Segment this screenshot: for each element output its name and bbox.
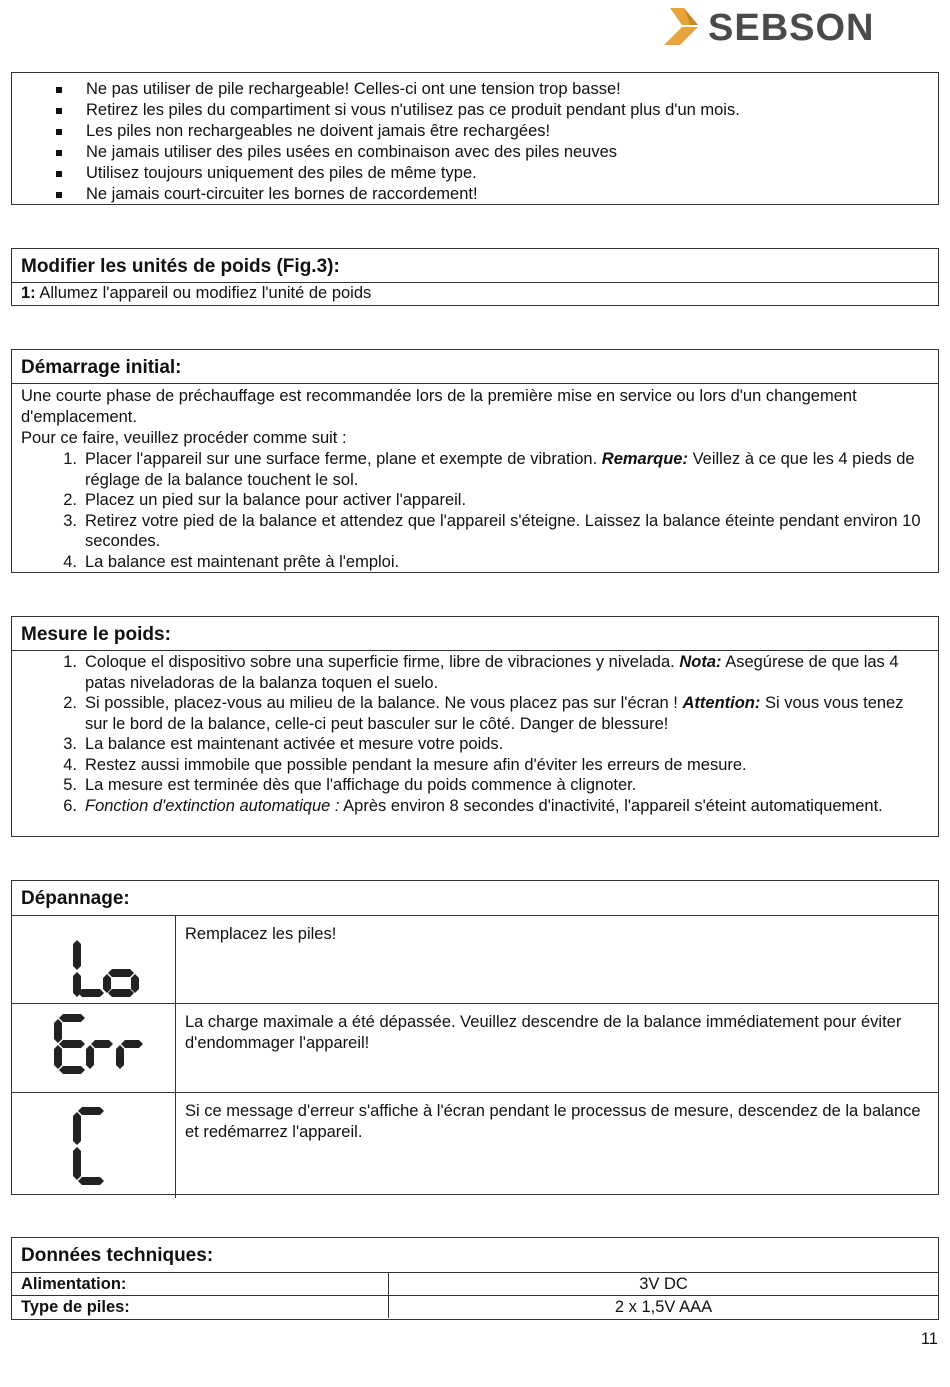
step-number: 4. xyxy=(63,552,77,571)
list-item: Ne jamais court-circuiter les bornes de raccordement! xyxy=(12,184,938,205)
trouble-text: Remplacez les piles! xyxy=(176,916,939,1004)
step-number: 5. xyxy=(63,776,77,794)
step-text: La balance est maintenant prête à l'emploi. xyxy=(85,552,400,571)
step-text: Placez un pied sur la balance pour activer l'appareil. xyxy=(85,491,467,509)
step-number: 1. xyxy=(63,653,77,671)
lcd-c-icon xyxy=(64,1107,124,1187)
step-text: Après environ 8 secondes d'inactivité, l'appareil s'éteint automatiquement. xyxy=(343,796,883,815)
list-item xyxy=(21,552,929,573)
note-label: Remarque: xyxy=(601,450,688,468)
troubleshooting-table xyxy=(12,915,938,1198)
sebson-logo xyxy=(660,6,890,49)
step-number: 2. xyxy=(63,694,77,712)
section-title: Données techniques: xyxy=(21,1245,214,1266)
table-row xyxy=(12,1296,938,1319)
startup-intro-2: Pour ce faire, veuillez procéder comme suit : xyxy=(21,429,347,447)
list-item: Ne pas utiliser de pile rechargeable! Celles-ci ont une tension trop basse! xyxy=(12,79,938,100)
logo-chevron-icon xyxy=(660,6,708,46)
display-cell xyxy=(12,1004,176,1093)
measure-steps xyxy=(21,652,929,816)
step-text: Restez aussi immobile que possible pendant la mesure afin d'éviter les erreurs de mesure. xyxy=(85,755,747,774)
tech-value: 3V DC xyxy=(389,1273,939,1296)
step-text: La balance est maintenant activée et mesure votre poids. xyxy=(85,735,504,753)
table-row xyxy=(12,1273,938,1296)
note-text: Veillez à ce que les 4 pieds de réglage de la balance touchent le sol. xyxy=(85,450,915,489)
step-text: Si possible, placez-vous au milieu de la balance. Ne vous placez pas sur l'écran ! xyxy=(85,694,678,712)
step-number: 4. xyxy=(63,755,77,774)
list-item xyxy=(21,449,929,490)
tech-label: Alimentation: xyxy=(12,1273,389,1296)
auto-off-label: Fonction d'extinction automatique : xyxy=(85,796,340,815)
tech-label: Type de piles: xyxy=(12,1296,389,1319)
list-item: Les piles non rechargeables ne doivent jamais être rechargées! xyxy=(12,121,938,142)
measure-section xyxy=(11,616,939,837)
note-text: Asegúrese de que las 4 patas niveladoras de la balanza toquen el suelo. xyxy=(85,653,899,692)
tech-data-table xyxy=(12,1272,938,1318)
note-label: Nota: xyxy=(679,653,722,671)
list-item: Utilisez toujours uniquement des piles de même type. xyxy=(12,163,938,184)
lcd-err-icon xyxy=(39,1014,149,1084)
table-row xyxy=(12,1093,938,1199)
troubleshooting-section xyxy=(11,880,939,1195)
list-item xyxy=(21,652,929,693)
step-number: 6. xyxy=(63,796,77,815)
trouble-text: Si ce message d'erreur s'affiche à l'écran pendant le processus de mesure, descendez de la balance et redémarrez l'appareil. xyxy=(176,1093,939,1199)
list-item xyxy=(21,796,929,817)
list-item: Retirez les piles du compartiment si vous n'utilisez pas ce produit pendant plus d'un mois. xyxy=(12,100,938,121)
battery-warnings-list xyxy=(12,73,938,205)
list-item xyxy=(21,511,929,552)
step-text: Coloque el dispositivo sobre una superficie firme, libre de vibraciones y nivelada. xyxy=(85,653,675,671)
note-text: Si vous vous tenez sur le bord de la balance, celle-ci peut basculer sur le côté. Danger de blessure! xyxy=(85,694,904,733)
list-item xyxy=(21,755,929,776)
table-row xyxy=(12,1004,938,1093)
step-number: 3. xyxy=(63,735,77,753)
units-item-text: Allumez l'appareil ou modifiez l'unité de poids xyxy=(39,284,372,302)
units-item-number: 1: xyxy=(21,284,36,302)
brand-name: SEBSON xyxy=(708,7,875,49)
section-title: Modifier les unités de poids (Fig.3): xyxy=(12,249,938,283)
step-number: 2. xyxy=(63,491,77,509)
display-cell xyxy=(12,916,176,1004)
step-number: 1. xyxy=(63,450,77,468)
table-row xyxy=(12,916,938,1004)
list-item: Ne jamais utiliser des piles usées en combinaison avec des piles neuves xyxy=(12,142,938,163)
lcd-lo-icon xyxy=(44,918,144,998)
trouble-text: La charge maximale a été dépassée. Veuillez descendre de la balance immédiatement pour éviter d'endommager l'appareil! xyxy=(176,1004,939,1093)
display-cell xyxy=(12,1093,176,1199)
step-text: Placer l'appareil sur une surface ferme, plane et exempte de vibration. xyxy=(85,450,598,468)
startup-body xyxy=(12,384,938,572)
startup-intro: Une courte phase de préchauffage est recommandée lors de la première mise en service ou lors d'un changement d'emplacement. xyxy=(21,387,857,426)
list-item xyxy=(21,490,929,511)
section-title: Dépannage: xyxy=(21,888,130,909)
list-item xyxy=(21,775,929,796)
startup-steps xyxy=(21,449,929,572)
startup-section xyxy=(11,349,939,573)
list-item xyxy=(21,734,929,755)
battery-warnings-box xyxy=(11,72,939,205)
page-number: 11 xyxy=(920,1330,938,1348)
note-label: Attention: xyxy=(682,694,761,712)
units-item xyxy=(12,283,938,304)
units-section xyxy=(11,248,939,306)
step-text: Retirez votre pied de la balance et attendez que l'appareil s'éteigne. Laissez la balance éteinte pendant environ 10 secondes. xyxy=(85,511,921,550)
section-title: Démarrage initial: xyxy=(12,350,938,384)
step-number: 3. xyxy=(63,511,77,530)
step-text: La mesure est terminée dès que l'affichage du poids commence à clignoter. xyxy=(85,776,637,794)
tech-data-section xyxy=(11,1237,939,1320)
measure-body xyxy=(12,651,938,816)
tech-value: 2 x 1,5V AAA xyxy=(389,1296,939,1319)
list-item xyxy=(21,693,929,734)
section-title: Mesure le poids: xyxy=(12,617,938,651)
